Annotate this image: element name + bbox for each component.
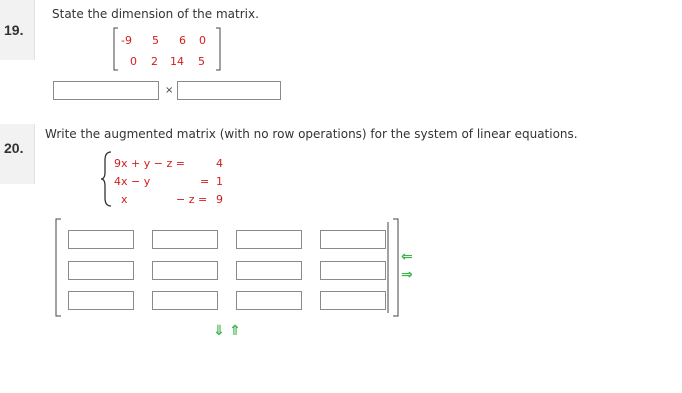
q19-matrix-cell: -9	[121, 34, 132, 47]
system-brace	[100, 150, 114, 208]
equation-1-lhs: 9x + y − z =	[114, 157, 185, 170]
aug-cell-r1-c3[interactable]	[236, 230, 302, 249]
q19-matrix-cell: 6	[179, 34, 186, 47]
q20-number: 20.	[4, 140, 24, 156]
q19-matrix-cell: 0	[130, 55, 137, 68]
aug-cell-r3-c3[interactable]	[236, 291, 302, 310]
q19-number: 19.	[4, 22, 24, 38]
equation-3-lhs: x	[121, 193, 128, 206]
equation-2-lhs: 4x − y	[114, 175, 151, 188]
aug-cell-r2-c4[interactable]	[320, 261, 386, 280]
add-column-arrow-icon[interactable]: ⇒	[401, 267, 413, 283]
q19-matrix-cell: 14	[170, 55, 184, 68]
equation-2-equals: =	[200, 175, 210, 188]
aug-cell-r2-c2[interactable]	[152, 261, 218, 280]
aug-cell-r3-c4[interactable]	[320, 291, 386, 310]
equation-1-rhs: 4	[216, 157, 223, 170]
q19-cols-input[interactable]	[177, 81, 281, 100]
aug-cell-r3-c2[interactable]	[152, 291, 218, 310]
q19-matrix-cell: 0	[199, 34, 206, 47]
remove-column-arrow-icon[interactable]: ⇐	[401, 249, 413, 265]
aug-cell-r2-c3[interactable]	[236, 261, 302, 280]
q20-prompt: Write the augmented matrix (with no row operations) for the system of linear equations.	[45, 127, 578, 141]
add-row-arrow-icon[interactable]: ⇓	[213, 323, 225, 339]
equation-3-rhs: 9	[216, 193, 223, 206]
aug-cell-r1-c2[interactable]	[152, 230, 218, 249]
q19-matrix-cell: 5	[198, 55, 205, 68]
q19-prompt: State the dimension of the matrix.	[52, 7, 259, 21]
times-sign: ×	[165, 85, 174, 96]
equation-3-mid: − z =	[176, 193, 208, 206]
q19-matrix-brackets	[112, 26, 222, 72]
q19-rows-input[interactable]	[53, 81, 159, 100]
q19-matrix-cell: 2	[151, 55, 158, 68]
q19-matrix-cell: 5	[152, 34, 159, 47]
aug-cell-r1-c4[interactable]	[320, 230, 386, 249]
aug-cell-r1-c1[interactable]	[68, 230, 134, 249]
equation-2-rhs: 1	[216, 175, 223, 188]
aug-cell-r2-c1[interactable]	[68, 261, 134, 280]
remove-row-arrow-icon[interactable]: ⇑	[229, 323, 241, 339]
aug-cell-r3-c1[interactable]	[68, 291, 134, 310]
